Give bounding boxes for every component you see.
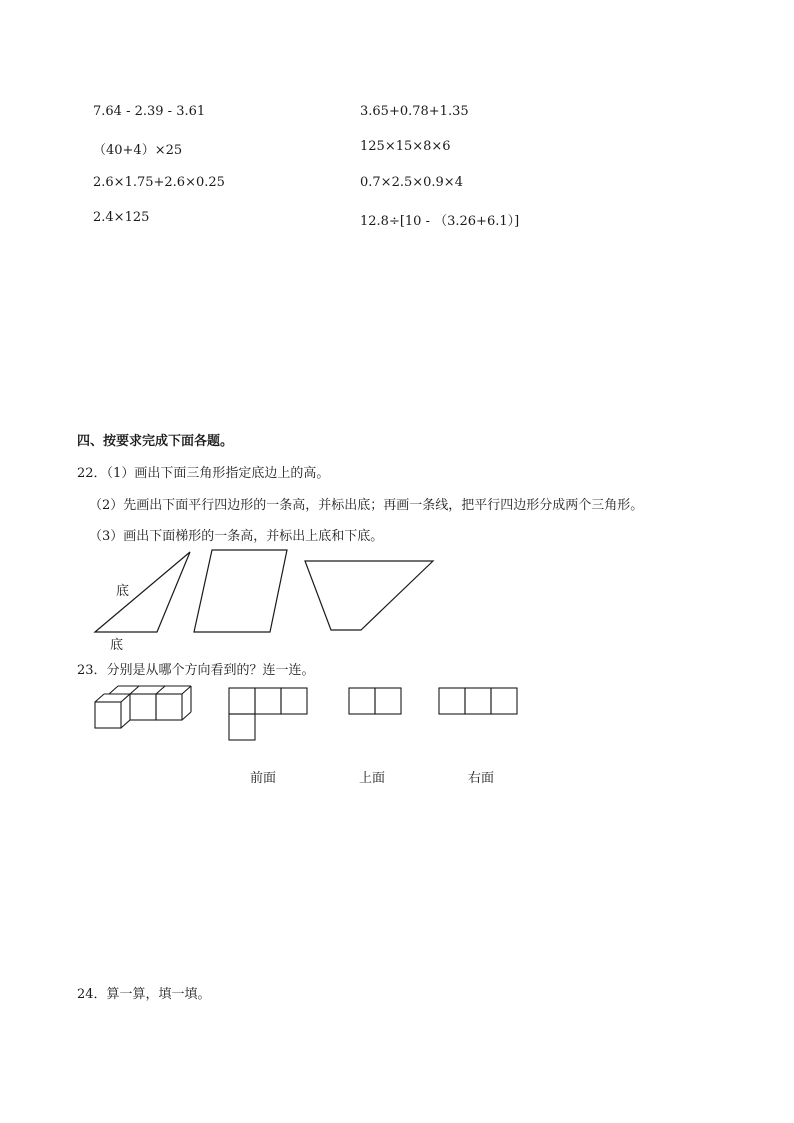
question-text: （1）画出下面三角形指定底边上的高。 [106, 466, 330, 481]
question-22-part-2: （2）先画出下面平行四边形的一条高，并标出底；再画一条线，把平行四边形分成两个三角形。 [89, 498, 644, 513]
question-text: 分别是从哪个方向看到的？连一连。 [106, 663, 315, 678]
view-label-right: 右面 [468, 771, 495, 786]
view-shape-1 [229, 688, 307, 740]
section-title: 四、按要求完成下面各题。 [77, 434, 234, 449]
question-number: 22． [77, 466, 107, 481]
cube-assembly [95, 686, 191, 728]
question-number: 23． [77, 663, 107, 678]
view-shape-3 [439, 688, 517, 714]
expression-right-2: 125×15×8×6 [360, 139, 451, 154]
expression-right-4: 12.8÷[10 - （3.26+6.1）] [360, 214, 520, 229]
view-label-top: 上面 [359, 771, 386, 786]
question-22-part-3: （3）画出下面梯形的一条高，并标出上底和下底。 [89, 529, 384, 544]
view-shape-2 [349, 688, 401, 714]
view-label-front: 前面 [250, 771, 277, 786]
expression-left-3: 2.6×1.75+2.6×0.25 [93, 175, 225, 190]
expression-right-3: 0.7×2.5×0.9×4 [360, 175, 463, 190]
triangle-base-label: 底 [110, 638, 124, 653]
expression-left-1: 7.64 - 2.39 - 3.61 [93, 104, 206, 119]
expression-left-2: （40+4）×25 [93, 143, 183, 158]
expression-left-4: 2.4×125 [93, 210, 150, 225]
question-text: 算一算，填一填。 [106, 987, 211, 1002]
question-24 [77, 983, 211, 1002]
question-number: 24． [77, 987, 107, 1002]
expression-right-1: 3.65+0.78+1.35 [360, 104, 469, 119]
triangle-side-label: 底 [116, 584, 130, 599]
